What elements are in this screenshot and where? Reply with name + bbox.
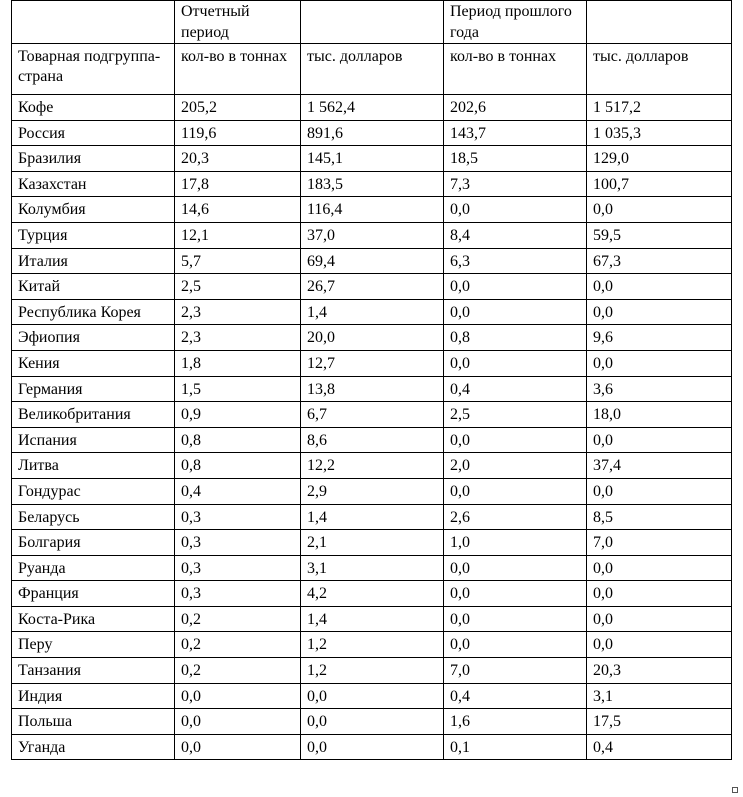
qty-current-cell: 20,3 [175, 146, 301, 172]
table-row [12, 222, 732, 248]
table-row [12, 453, 732, 479]
qty-previous-cell: 0,0 [444, 581, 587, 607]
usd-previous-cell: 18,0 [587, 402, 732, 428]
usd-current-cell: 20,0 [301, 325, 444, 351]
qty-previous-cell: 0,0 [444, 299, 587, 325]
table-row [12, 427, 732, 453]
qty-current-cell: 5,7 [175, 248, 301, 274]
qty-previous-cell: 0,0 [444, 274, 587, 300]
table-row [12, 95, 732, 121]
usd-current-cell: 0,0 [301, 709, 444, 735]
usd-previous-cell: 3,6 [587, 376, 732, 402]
usd-current-cell: 12,2 [301, 453, 444, 479]
country-cell: Литва [12, 453, 175, 479]
table-row [12, 146, 732, 172]
usd-current-cell: 37,0 [301, 222, 444, 248]
qty-previous-cell: 0,0 [444, 197, 587, 223]
usd-current-cell: 3,1 [301, 555, 444, 581]
qty-current-cell: 2,3 [175, 325, 301, 351]
qty-previous-cell: 1,6 [444, 709, 587, 735]
table-row [12, 734, 732, 760]
country-cell: Китай [12, 274, 175, 300]
qty-current-cell: 0,3 [175, 504, 301, 530]
country-cell: Коста-Рика [12, 606, 175, 632]
qty-current-cell: 2,3 [175, 299, 301, 325]
header-empty-cell [12, 1, 175, 44]
qty-previous-cell: 2,0 [444, 453, 587, 479]
country-cell: Перу [12, 632, 175, 658]
usd-previous-cell: 129,0 [587, 146, 732, 172]
qty-previous-cell: 2,5 [444, 402, 587, 428]
qty-current-cell: 0,3 [175, 555, 301, 581]
qty-previous-cell: 0,4 [444, 376, 587, 402]
qty-previous-cell: 0,1 [444, 734, 587, 760]
usd-previous-cell: 0,0 [587, 478, 732, 504]
usd-current-cell: 891,6 [301, 120, 444, 146]
qty-current-cell: 1,5 [175, 376, 301, 402]
qty-previous-cell: 0,4 [444, 683, 587, 709]
country-cell: Бразилия [12, 146, 175, 172]
table-row [12, 402, 732, 428]
usd-previous-cell: 0,0 [587, 274, 732, 300]
qty-current-cell: 0,3 [175, 581, 301, 607]
qty-current-cell: 0,4 [175, 478, 301, 504]
country-cell: Гондурас [12, 478, 175, 504]
usd-previous-cell: 20,3 [587, 658, 732, 684]
country-cell: Беларусь [12, 504, 175, 530]
country-cell: Колумбия [12, 197, 175, 223]
usd-current-cell: 145,1 [301, 146, 444, 172]
qty-current-cell: 0,2 [175, 606, 301, 632]
usd-current-cell: 0,0 [301, 734, 444, 760]
qty-previous-cell: 0,0 [444, 555, 587, 581]
country-cell: Польша [12, 709, 175, 735]
table-row [12, 683, 732, 709]
usd-previous-cell: 67,3 [587, 248, 732, 274]
country-cell: Великобритания [12, 402, 175, 428]
country-cell: Индия [12, 683, 175, 709]
table-row [12, 274, 732, 300]
usd-previous-cell: 1 035,3 [587, 120, 732, 146]
table-row [12, 632, 732, 658]
usd-previous-cell: 0,0 [587, 197, 732, 223]
usd-current-cell: 1,2 [301, 632, 444, 658]
usd-previous-cell: 100,7 [587, 171, 732, 197]
header-empty-cell [587, 1, 732, 44]
table-row [12, 504, 732, 530]
usd-current-cell: 1 562,4 [301, 95, 444, 121]
country-cell: Франция [12, 581, 175, 607]
usd-previous-cell: 0,0 [587, 632, 732, 658]
header-empty-cell [301, 1, 444, 44]
usd-current-cell: 13,8 [301, 376, 444, 402]
usd-current-cell: 69,4 [301, 248, 444, 274]
qty-previous-cell: 0,0 [444, 606, 587, 632]
usd-current-cell: 12,7 [301, 350, 444, 376]
qty-previous-cell: 202,6 [444, 95, 587, 121]
qty-current-cell: 0,0 [175, 709, 301, 735]
usd-previous-cell: 8,5 [587, 504, 732, 530]
usd-previous-cell: 0,0 [587, 299, 732, 325]
header-row-columns [12, 44, 732, 95]
table-row [12, 555, 732, 581]
usd-current-cell: 183,5 [301, 171, 444, 197]
qty-previous-cell: 6,3 [444, 248, 587, 274]
table-resize-handle[interactable] [732, 787, 738, 793]
qty-current-cell: 0,3 [175, 530, 301, 556]
table-row [12, 709, 732, 735]
qty-previous-cell: 0,0 [444, 478, 587, 504]
table-row [12, 248, 732, 274]
country-cell: Кофе [12, 95, 175, 121]
qty-current-cell: 17,8 [175, 171, 301, 197]
country-cell: Руанда [12, 555, 175, 581]
table-row [12, 299, 732, 325]
usd-previous-cell: 0,0 [587, 606, 732, 632]
usd-current-cell: 8,6 [301, 427, 444, 453]
country-cell: Россия [12, 120, 175, 146]
usd-current-cell: 2,9 [301, 478, 444, 504]
qty-current-cell: 0,0 [175, 734, 301, 760]
usd-previous-cell: 0,0 [587, 427, 732, 453]
table-row [12, 478, 732, 504]
usd-current-cell: 1,2 [301, 658, 444, 684]
usd-current-cell: 4,2 [301, 581, 444, 607]
qty-previous-cell: 18,5 [444, 146, 587, 172]
usd-previous-cell: 0,0 [587, 581, 732, 607]
country-cell: Казахстан [12, 171, 175, 197]
qty-current-cell: 0,8 [175, 427, 301, 453]
header-group-current: Отчетный период [175, 1, 301, 44]
qty-previous-cell: 2,6 [444, 504, 587, 530]
qty-current-cell: 119,6 [175, 120, 301, 146]
qty-current-cell: 0,0 [175, 683, 301, 709]
table-row [12, 171, 732, 197]
qty-current-cell: 0,2 [175, 632, 301, 658]
table-row [12, 376, 732, 402]
country-cell: Кения [12, 350, 175, 376]
usd-previous-cell: 1 517,2 [587, 95, 732, 121]
country-cell: Турция [12, 222, 175, 248]
table-row [12, 606, 732, 632]
country-cell: Германия [12, 376, 175, 402]
table-row [12, 350, 732, 376]
usd-previous-cell: 37,4 [587, 453, 732, 479]
country-cell: Эфиопия [12, 325, 175, 351]
qty-previous-cell: 7,3 [444, 171, 587, 197]
qty-current-cell: 0,2 [175, 658, 301, 684]
country-cell: Республика Корея [12, 299, 175, 325]
usd-previous-cell: 0,0 [587, 555, 732, 581]
header-usd-previous: тыс. долларов [587, 44, 732, 95]
qty-previous-cell: 7,0 [444, 658, 587, 684]
table-row [12, 325, 732, 351]
usd-current-cell: 1,4 [301, 299, 444, 325]
qty-current-cell: 2,5 [175, 274, 301, 300]
country-cell: Испания [12, 427, 175, 453]
qty-current-cell: 1,8 [175, 350, 301, 376]
table-row [12, 530, 732, 556]
table-row [12, 120, 732, 146]
usd-current-cell: 116,4 [301, 197, 444, 223]
usd-previous-cell: 9,6 [587, 325, 732, 351]
usd-current-cell: 26,7 [301, 274, 444, 300]
country-cell: Уганда [12, 734, 175, 760]
usd-current-cell: 1,4 [301, 504, 444, 530]
usd-current-cell: 1,4 [301, 606, 444, 632]
header-qty-previous: кол-во в тоннах [444, 44, 587, 95]
header-qty-current: кол-во в тоннах [175, 44, 301, 95]
qty-current-cell: 205,2 [175, 95, 301, 121]
header-group-previous: Период прошлого года [444, 1, 587, 44]
qty-previous-cell: 1,0 [444, 530, 587, 556]
usd-previous-cell: 7,0 [587, 530, 732, 556]
table-row [12, 658, 732, 684]
usd-previous-cell: 3,1 [587, 683, 732, 709]
qty-previous-cell: 0,0 [444, 427, 587, 453]
qty-current-cell: 14,6 [175, 197, 301, 223]
qty-previous-cell: 0,0 [444, 350, 587, 376]
table-row [12, 581, 732, 607]
qty-current-cell: 0,9 [175, 402, 301, 428]
header-row-groups [12, 1, 732, 44]
usd-previous-cell: 17,5 [587, 709, 732, 735]
qty-current-cell: 12,1 [175, 222, 301, 248]
header-usd-current: тыс. долларов [301, 44, 444, 95]
qty-previous-cell: 0,8 [444, 325, 587, 351]
usd-previous-cell: 59,5 [587, 222, 732, 248]
qty-previous-cell: 0,0 [444, 632, 587, 658]
country-cell: Болгария [12, 530, 175, 556]
usd-previous-cell: 0,0 [587, 350, 732, 376]
country-cell: Италия [12, 248, 175, 274]
country-cell: Танзания [12, 658, 175, 684]
usd-current-cell: 6,7 [301, 402, 444, 428]
trade-table [11, 0, 732, 760]
usd-current-cell: 2,1 [301, 530, 444, 556]
qty-previous-cell: 8,4 [444, 222, 587, 248]
qty-current-cell: 0,8 [175, 453, 301, 479]
header-country: Товарная подгруппа- страна [12, 44, 175, 95]
qty-previous-cell: 143,7 [444, 120, 587, 146]
table-row [12, 197, 732, 223]
usd-current-cell: 0,0 [301, 683, 444, 709]
usd-previous-cell: 0,4 [587, 734, 732, 760]
